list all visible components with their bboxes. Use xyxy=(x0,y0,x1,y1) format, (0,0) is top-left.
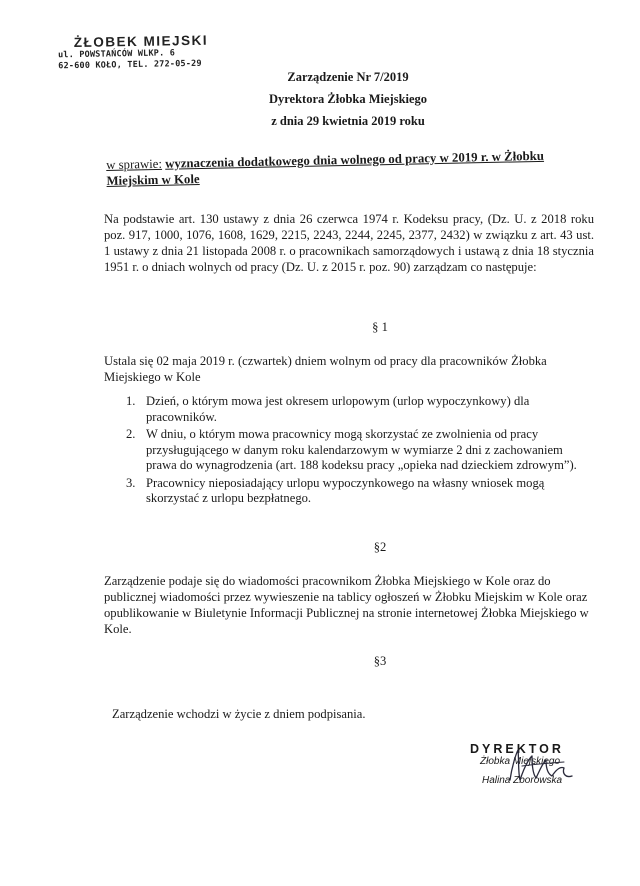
handwritten-signature-icon xyxy=(502,746,582,786)
list-item-number: 1. xyxy=(126,394,136,408)
subject-prefix: w sprawie: xyxy=(106,156,163,172)
section-3-heading: §3 xyxy=(373,654,387,668)
list-item-text: W dniu, o którym mowa pracownicy mogą skorzystać ze zwolnienia od pracy przysługującego w danym roku kalendarzowym w wymiarze 2 dni z zachowaniem prawa do wynagrodzenia (art. 188 kodeksu pracy „opieka nad dzieckiem zdrowym”). xyxy=(146,427,577,472)
signature-unit: Żłobka Miejskiego xyxy=(480,756,561,767)
list-item-text: Dzień, o którym mowa jest okresem urlopowym (urlop wypoczynkowy) dla pracowników. xyxy=(146,394,530,424)
section-2-text: Zarządzenie podaje się do wiadomości pracownikom Żłobka Miejskiego w Kole oraz do publicznej wiadomości przez wywieszenie na tablicy ogłoszeń w Żłobku Miejskim w Kole oraz opublikowanie w Biuletynie Informacji Publicznej na stronie internetowej Żłobka Miejskiego w Kole. xyxy=(104,574,589,636)
stamp-address-line2: 62-600 KOŁO, TEL. 272-05-29 xyxy=(58,58,202,72)
signature-title: DYREKTOR xyxy=(470,742,564,756)
list-item-text: Pracownicy nieposiadający urlopu wypoczynkowego na własny wniosek mogą skorzystać z urlopu bezpłatnego. xyxy=(146,475,545,505)
document-subject xyxy=(106,147,597,189)
stamp-name: ŻŁOBEK MIEJSKI xyxy=(73,32,209,51)
legal-basis-paragraph: Na podstawie art. 130 ustawy z dnia 26 czerwca 1974 r. Kodeksu pracy, (Dz. U. z 2018 roku poz. 917, 1000, 1076, 1608, 1629, 2215, 2243, 2244, 2245, 2377, 2432) w związku z art. 43 ust. 1 ustawy z dnia 21 listopada 2008 r. o pracownikach samorządowych i ustawą z dnia 18 stycznia 1951 r. o dniach wolnych od pracy (Dz. U. z 2015 r. poz. 90) zarządzam co następuje: xyxy=(104,212,594,274)
document-date: z dnia 29 kwietnia 2019 roku xyxy=(271,114,425,128)
subject-topic: wyznaczenia dodatkowego dnia wolnego od pracy w 2019 r. w Żłobku Miejskim w Kole xyxy=(106,148,545,188)
section-1-list xyxy=(116,394,578,509)
document-header xyxy=(0,66,640,132)
section-1-text: Ustala się 02 maja 2019 r. (czwartek) dniem wolnym od pracy dla pracowników Żłobka Miejskiego w Kole xyxy=(104,354,547,384)
document-issuer: Dyrektora Żłobka Miejskiego xyxy=(268,92,428,106)
signature-name: Halina Zborowska xyxy=(482,775,563,786)
stamp-address-line1: ul. POWSTAŃCÓW WLKP. 6 xyxy=(57,48,176,61)
list-item-number: 3. xyxy=(126,475,136,490)
section-2-heading: §2 xyxy=(373,540,387,554)
section-1-heading: § 1 xyxy=(372,320,388,334)
list-item xyxy=(116,476,578,507)
document-title: Zarządzenie Nr 7/2019 xyxy=(287,70,409,84)
section-3-text: Zarządzenie wchodzi w życie z dniem podpisania. xyxy=(112,707,366,721)
list-item-number: 2. xyxy=(126,427,136,441)
list-item xyxy=(116,394,578,425)
list-item xyxy=(116,427,578,474)
